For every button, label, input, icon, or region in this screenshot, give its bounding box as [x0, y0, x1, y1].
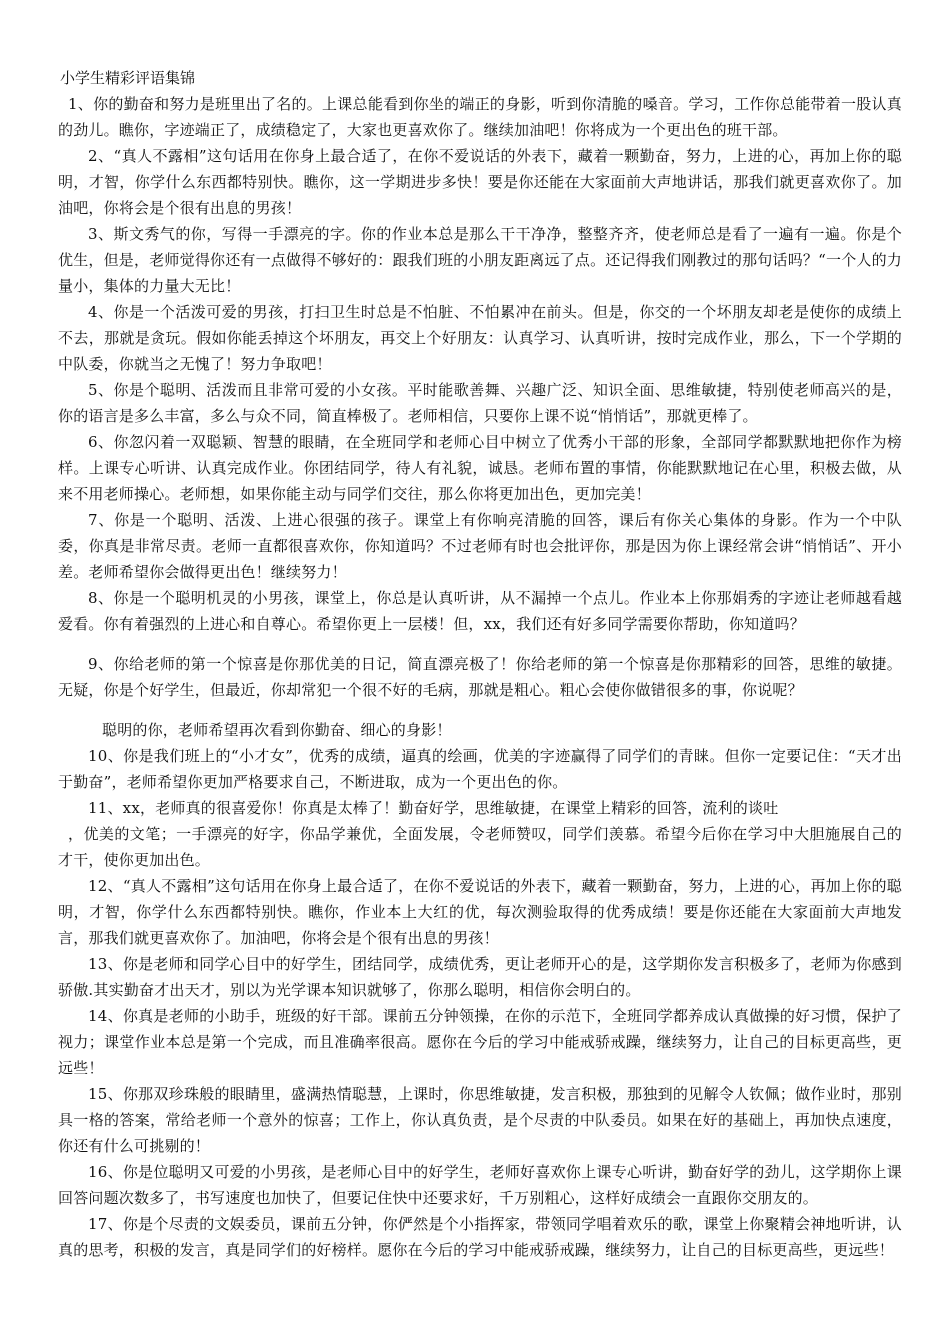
- comment-paragraph-7: 7、你是一个聪明、活泼、上进心很强的孩子。课堂上有你响亮清脆的回答，课后有你关心集体的身影。作为一个中队委，你真是非常尽责。老师一直都很喜欢你，你知道吗？不过老师有时也会批评你，那是因为你上课经常会讲“悄悄话”、开小差。老师希望你会做得更出色！继续努力！: [58, 511, 902, 581]
- comment-paragraph-17: 17、你是个尽责的文娱委员，课前五分钟，你俨然是个小指挥家，带领同学唱着欢乐的歌，课堂上你聚精会神地听讲，认真的思考，积极的发言，真是同学们的好榜样。愿你在今后的学习中能戒骄戒躁，继续努力，让自己的目标更高些，更远些！: [58, 1215, 902, 1259]
- comment-paragraph-14: 14、你真是老师的小助手，班级的好干部。课前五分钟领操，在你的示范下，全班同学都养成认真做操的好习惯，保护了视力；课堂作业本总是第一个完成，而且准确率很高。愿你在今后的学习中能戒骄戒躁，继续努力，让自己的目标更高些，更远些！: [58, 1007, 902, 1077]
- comment-paragraph-9: 9、你给老师的第一个惊喜是你那优美的日记，简直漂亮极了！你给老师的第一个惊喜是你那精彩的回答，思维的敏捷。无疑，你是个好学生，但最近，你却常犯一个很不好的毛病，那就是粗心。粗心会使你做错很多的事，你说呢？: [58, 655, 902, 699]
- paragraph-gap: [58, 703, 902, 717]
- comment-paragraph-12: 12、“真人不露相”这句话用在你身上最合适了，在你不爱说话的外表下，藏着一颗勤奋，努力，上进的心，再加上你的聪明，才智，你学什么东西都特别快。瞧你，作业本上大红的优，每次测验取得的优秀成绩！要是你还能在大家面前大声地发言，那我们就更喜欢你了。加油吧，你将会是个很有出息的男孩！: [58, 877, 902, 947]
- comment-paragraph-10: 10、你是我们班上的“小才女”，优秀的成绩，逼真的绘画，优美的字迹赢得了同学们的青睐。但你一定要记住：“天才出于勤奋”，老师希望你更加严格要求自己，不断进取，成为一个更出色的你。: [58, 747, 902, 791]
- comment-paragraph-9-closing: 聪明的你，老师希望再次看到你勤奋、细心的身影！: [102, 721, 452, 739]
- comment-paragraph-11-continued: ，优美的文笔；一手漂亮的好字，你品学兼优，全面发展，令老师赞叹，同学们羡慕。希望今后你在学习中大胆施展自己的才干，使你更加出色。: [58, 825, 902, 869]
- document-title: 小学生精彩评语集锦: [60, 69, 196, 87]
- comment-paragraph-5: 5、你是个聪明、活泼而且非常可爱的小女孩。平时能歌善舞、兴趣广泛、知识全面、思维敏捷，特别使老师高兴的是，你的语言是多么丰富，多么与众不同，简直棒极了。老师相信，只要你上课不说“悄悄话”，那就更棒了。: [58, 381, 902, 425]
- comment-paragraph-2: 2、“真人不露相”这句话用在你身上最合适了，在你不爱说话的外表下，藏着一颗勤奋，努力，上进的心，再加上你的聪明，才智，你学什么东西都特别快。瞧你，这一学期进步多快！要是你还能在大家面前大声地讲话，那我们就更喜欢你了。加油吧，你将会是个很有出息的男孩！: [58, 147, 902, 217]
- comment-paragraph-6: 6、你忽闪着一双聪颖、智慧的眼睛，在全班同学和老师心目中树立了优秀小干部的形象，全部同学都默默地把你作为榜样。上课专心听讲、认真完成作业。你团结同学，待人有礼貌，诚恳。老师布置的事情，你能默默地记在心里，积极去做，从来不用老师操心。老师想，如果你能主动与同学们交往，那么你将更加出色，更加完美！: [58, 433, 902, 503]
- comment-paragraph-11: 11、xx，老师真的很喜爱你！你真是太棒了！勤奋好学，思维敏捷，在课堂上精彩的回答，流利的谈吐: [88, 799, 779, 817]
- comment-paragraph-16: 16、你是位聪明又可爱的小男孩，是老师心目中的好学生，老师好喜欢你上课专心听讲，勤奋好学的劲儿，这学期你上课回答问题次数多了，书写速度也加快了，但要记住快中还要求好，千万别粗心，这样好成绩会一直跟你交朋友的。: [58, 1163, 902, 1207]
- comment-paragraph-8: 8、你是一个聪明机灵的小男孩，课堂上，你总是认真听讲，从不漏掉一个点儿。作业本上你那娟秀的字迹让老师越看越爱看。你有着强烈的上进心和自尊心。希望你更上一层楼！但，xx，我们还有好多同学需要你帮助，你知道吗？: [58, 589, 902, 633]
- comment-paragraph-13: 13、你是老师和同学心目中的好学生，团结同学，成绩优秀，更让老师开心的是，这学期你发言积极多了，老师为你感到骄傲.其实勤奋才出天才，别以为光学课本知识就够了，你那么聪明，相信你会明白的。: [58, 955, 902, 999]
- comment-paragraph-3: 3、斯文秀气的你，写得一手漂亮的字。你的作业本总是那么干干净净，整整齐齐，使老师总是看了一遍有一遍。你是个优生，但是，老师觉得你还有一点做得不够好的：跟我们班的小朋友距离远了点。还记得我们刚教过的那句话吗？“一个人的力量小，集体的力量大无比！: [58, 225, 902, 295]
- comment-paragraph-1: 1、你的勤奋和努力是班里出了名的。上课总能看到你坐的端正的身影，听到你清脆的嗓音。学习，工作你总能带着一股认真的劲儿。瞧你，字迹端正了，成绩稳定了，大家也更喜欢你了。继续加油吧！你将成为一个更出色的班干部。: [58, 95, 902, 139]
- paragraph-gap: [58, 637, 902, 651]
- comment-paragraph-4: 4、你是一个活泼可爱的男孩，打扫卫生时总是不怕脏、不怕累冲在前头。但是，你交的一个坏朋友却老是使你的成绩上不去，那就是贪玩。假如你能丢掉这个坏朋友，再交上个好朋友：认真学习、认真听讲，按时完成作业，那么，下一个学期的中队委，你就当之无愧了！努力争取吧！: [58, 303, 902, 373]
- comment-paragraph-15: 15、你那双珍珠般的眼睛里，盛满热情聪慧，上课时，你思维敏捷，发言积极，那独到的见解令人钦佩；做作业时，那别具一格的答案，常给老师一个意外的惊喜；工作上，你认真负责，是个尽责的中队委员。如果在好的基础上，再加快点速度，你还有什么可挑剔的！: [58, 1085, 902, 1155]
